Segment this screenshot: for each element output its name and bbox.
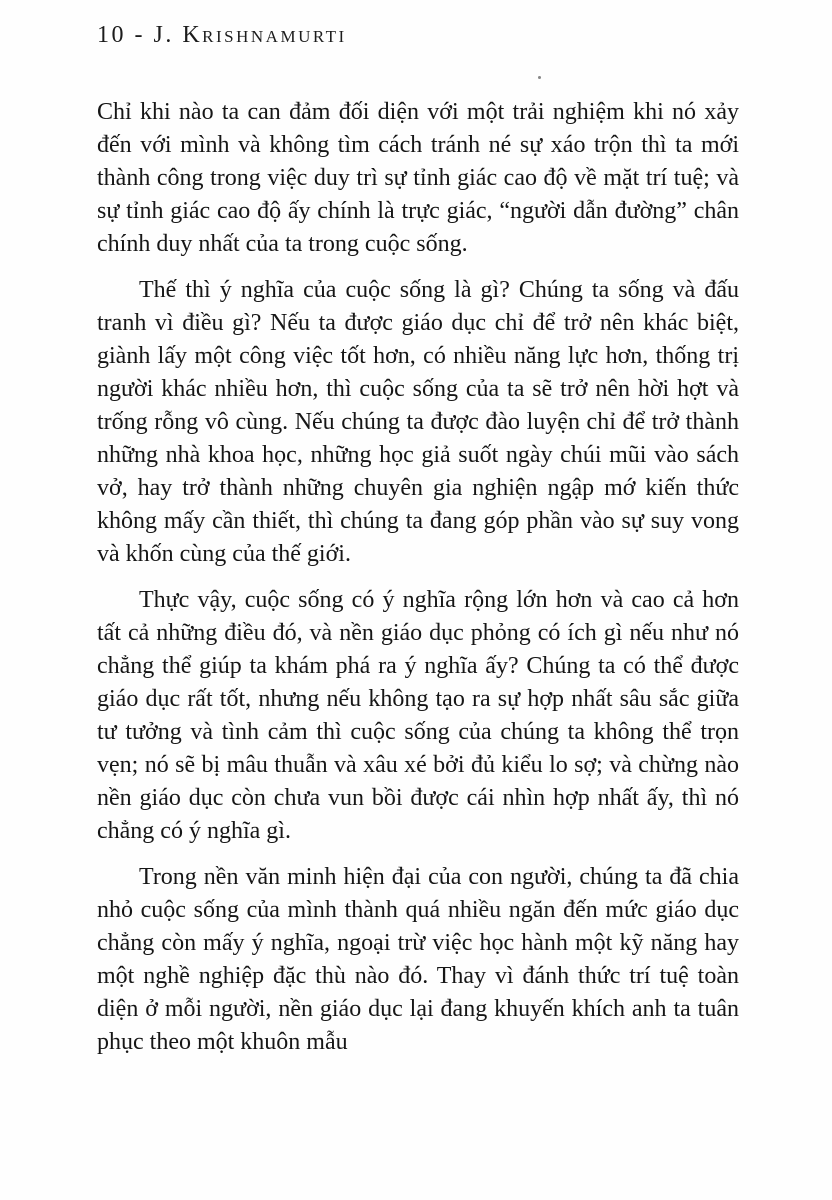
- scan-speck: [538, 76, 541, 79]
- running-header: 10 - J. Krishnamurti: [97, 22, 347, 48]
- paragraph: Thực vậy, cuộc sống có ý nghĩa rộng lớn hơn và cao cả hơn tất cả những điều đó, và nền giáo dục phỏng có ích gì nếu như nó chẳng thể giúp ta khám phá ra ý nghĩa ấy? Chúng ta có thể được giáo dục rất tốt, nhưng nếu không tạo ra sự hợp nhất sâu sắc giữa tư tưởng và tình cảm thì cuộc sống của chúng ta không thể trọn vẹn; nó sẽ bị mâu thuẫn và xâu xé bởi đủ kiểu lo sợ; và chừng nào nền giáo dục còn chưa vun bồi được cái nhìn hợp nhất ấy, thì nó chẳng có ý nghĩa gì.: [97, 587, 739, 844]
- paragraph: Thế thì ý nghĩa của cuộc sống là gì? Chúng ta sống và đấu tranh vì điều gì? Nếu ta được giáo dục chỉ để trở nên khác biệt, giành lấy một công việc tốt hơn, có nhiều năng lực hơn, thống trị người khác nhiều hơn, thì cuộc sống của ta sẽ trở nên hời hợt và trống rỗng vô cùng. Nếu chúng ta được đào luyện chỉ để trở thành những nhà khoa học, những học giả suốt ngày chúi mũi vào sách vở, hay trở thành những chuyên gia nghiện ngập mớ kiến thức không mấy cần thiết, thì chúng ta đang góp phần vào sự suy vong và khốn cùng của thế giới.: [97, 277, 739, 567]
- paragraph: Chỉ khi nào ta can đảm đối diện với một trải nghiệm khi nó xảy đến với mình và không tìm cách tránh né sự xáo trộn thì ta mới thành công trong việc duy trì sự tỉnh giác cao độ về mặt trí tuệ; và sự tỉnh giác cao độ ấy chính là trực giác, “người dẫn đường” chân chính duy nhất của ta trong cuộc sống.: [97, 99, 739, 257]
- paragraph: Trong nền văn minh hiện đại của con người, chúng ta đã chia nhỏ cuộc sống của mình thành quá nhiều ngăn đến mức giáo dục chẳng còn mấy ý nghĩa, ngoại trừ việc học hành một kỹ năng hay một nghề nghiệp đặc thù nào đó. Thay vì đánh thức trí tuệ toàn diện ở mỗi người, nền giáo dục lại đang khuyến khích anh ta tuân phục theo một khuôn mẫu: [97, 864, 739, 1055]
- page-body: [97, 96, 739, 1072]
